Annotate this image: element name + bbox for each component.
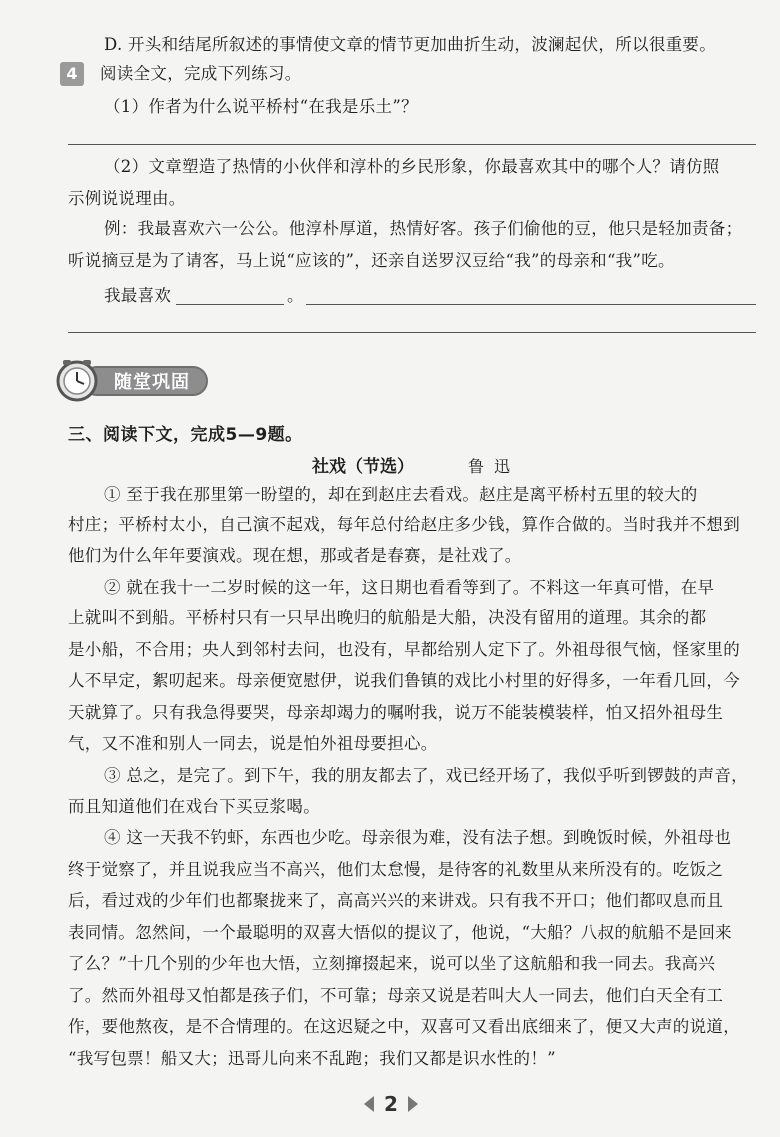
section-tag xyxy=(48,358,218,404)
answer-prefix: 我最喜欢 xyxy=(104,286,172,305)
section-tag-label: 随堂巩固 xyxy=(114,372,190,393)
left-arrow-icon xyxy=(362,1095,376,1113)
passage-line: 他们为什么年年要演戏。现在想，那或者是春赛，是社戏了。 xyxy=(68,546,522,565)
passage-author: 鲁迅 xyxy=(468,457,521,476)
q3-option-d: D. 开头和结尾所叙述的事情使文章的情节更加曲折生动，波澜起伏，所以很重要。 xyxy=(104,35,717,54)
passage-line: 了。然而外祖母又怕都是孩子们，不可靠；母亲又说是若叫大人一同去，他们白天全有工 xyxy=(68,986,724,1005)
passage-line: 气，又不准和别人一同去，说是怕外祖母要担心。 xyxy=(68,734,438,753)
page-footer xyxy=(356,1092,436,1122)
passage-line: 人不早定，絮叨起来。母亲便宽慰伊，说我们鲁镇的戏比小村里的好得多，一年看几回，今 xyxy=(68,671,740,690)
q4-instruction: 阅读全文，完成下列练习。 xyxy=(100,64,302,83)
passage-line: 后，看过戏的少年们也都聚拢来了，高高兴兴的来讲戏。只有我不开口；他们都叹息而且 xyxy=(68,891,724,910)
passage-line: 表同情。忽然间，一个最聪明的双喜大悟似的提议了，他说，“大船？八叔的航船不是回来 xyxy=(68,923,732,942)
q4-sub2-line2: 示例说说理由。 xyxy=(68,189,186,208)
answer-line-1[interactable] xyxy=(68,144,756,145)
passage-line: 村庄；平桥村太小，自己演不起戏，每年总付给赵庄多少钱，算作合做的。当时我并不想到 xyxy=(68,515,740,534)
right-arrow-icon xyxy=(406,1095,420,1113)
passage-title: 社戏（节选） xyxy=(312,457,414,477)
passage-line: ④ 这一天我不钓虾，东西也少吃。母亲很为难，没有法子想。到晚饭时候，外祖母也 xyxy=(104,828,732,847)
passage-line: 终于觉察了，并且说我应当不高兴，他们太怠慢，是待客的礼数里从来所没有的。吃饭之 xyxy=(68,860,724,879)
passage-line: 天就算了。只有我急得要哭，母亲却竭力的嘱咐我，说万不能装模装样，怕又招外祖母生 xyxy=(68,703,724,722)
question-number-badge: 4 xyxy=(60,62,84,86)
part3-heading: 三、阅读下文，完成5—9题。 xyxy=(68,425,303,445)
passage-line: ② 就在我十一二岁时候的这一年，这日期也看看等到了。不料这一年真可惜，在早 xyxy=(104,578,715,597)
passage-line: 作，要他熬夜，是不合情理的。在这迟疑之中，双喜可又看出底细来了，便又大声的说道， xyxy=(68,1017,740,1036)
answer-line-3[interactable] xyxy=(68,332,756,333)
example-line2: 听说摘豆是为了请客，马上说“应该的”，还亲自送罗汉豆给“我”的母亲和“我”吃。 xyxy=(68,251,675,270)
passage-line: 了么？”十几个别的少年也大悟，立刻撺掇起来，说可以坐了这航船和我一同去。我高兴 xyxy=(68,954,716,973)
q4-sub2-line1: （2）文章塑造了热情的小伙伴和淳朴的乡民形象，你最喜欢其中的哪个人？请仿照 xyxy=(104,157,720,176)
answer-line-2[interactable] xyxy=(306,304,756,305)
answer-blank-name[interactable] xyxy=(176,304,284,305)
q4-sub1: （1）作者为什么说平桥村“在我是乐土”？ xyxy=(104,97,418,116)
passage-line: 而且知道他们在戏台下买豆浆喝。 xyxy=(68,797,320,816)
passage-line: 是小船，不合用；央人到邻村去问，也没有，早都给别人定下了。外祖母很气恼，怪家里的 xyxy=(68,640,740,659)
passage-line: ① 至于我在那里第一盼望的，却在到赵庄去看戏。赵庄是离平桥村五里的较大的 xyxy=(104,485,698,504)
passage-line: ③ 总之，是完了。到下午，我的朋友都去了，戏已经开场了，我似乎听到锣鼓的声音， xyxy=(104,766,748,785)
page-number: 2 xyxy=(384,1092,398,1116)
passage-line: “我写包票！船又大；迅哥儿向来不乱跑；我们又都是识水性的！” xyxy=(68,1049,556,1068)
example-line1: 例：我最喜欢六一公公。他淳朴厚道，热情好客。孩子们偷他的豆，他只是轻加责备； xyxy=(104,219,743,238)
passage-line: 上就叫不到船。平桥村只有一只早出晚归的航船是大船，决没有留用的道理。其余的都 xyxy=(68,608,707,627)
clock-icon xyxy=(54,358,100,404)
answer-separator: 。 xyxy=(287,286,304,305)
